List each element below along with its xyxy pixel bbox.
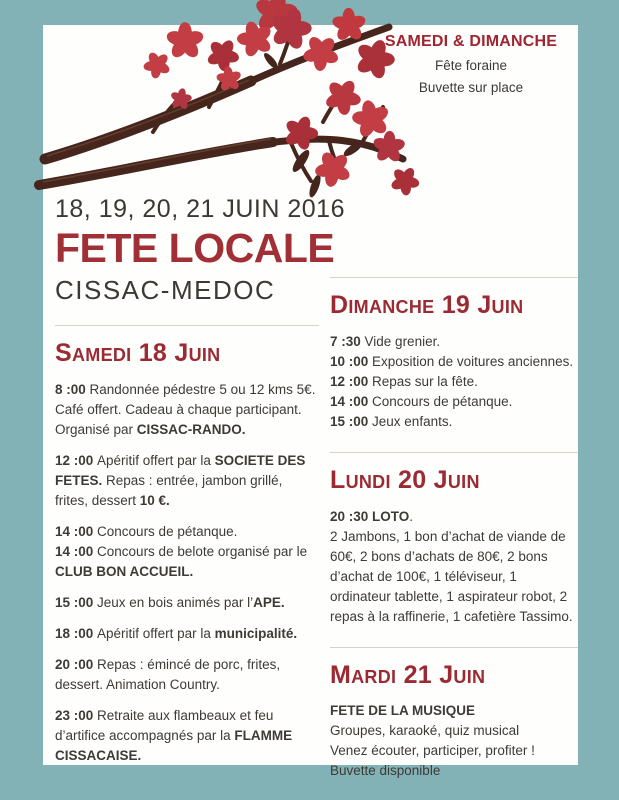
- masthead: [55, 195, 345, 306]
- section-divider: [330, 452, 578, 453]
- event-line: 12 :00 Repas sur la fête.: [330, 373, 478, 389]
- city-subtitle: CISSAC-MEDOC: [55, 275, 276, 306]
- page-title: FETE LOCALE: [55, 225, 335, 271]
- event-line: 23 :00 Retraite aux flambeaux et feu d’artifice accompagnés par la FLAMME CISSACAISE.: [55, 707, 293, 763]
- weekend-info-block: [365, 33, 577, 95]
- event-line: 20 :00 Repas : émincé de porc, frites, dessert. Animation Country.: [55, 656, 281, 692]
- schedule-column-left: [55, 325, 319, 766]
- event-line: 18 :00 Apéritif offert par la municipalité.: [55, 625, 298, 641]
- event-line: 7 :30 Vide grenier.: [330, 333, 441, 349]
- event-line: Groupes, karaoké, quiz musical: [330, 723, 520, 739]
- schedule-column-right: [330, 277, 578, 781]
- event-line: 14 :00 Concours de pétanque.: [330, 393, 513, 409]
- event-line: 2 Jambons, 1 bon d’achat de viande de 60€, 2 bons d’achats de 80€, 2 bons d’achat de 100€, 1 téléviseur, 1 ordinateur tablette, 1 aspirateur robot, 2 repas à la raffinerie, 1 cafetière Tassimo.: [330, 528, 573, 624]
- schedule-section: [330, 452, 578, 627]
- schedule-section: [330, 277, 578, 432]
- event-line: Buvette disponible: [330, 763, 441, 779]
- event-line: Venez écouter, participer, profiter !: [330, 743, 535, 759]
- section-divider: [330, 277, 578, 278]
- event-dates: 18, 19, 20, 21 JUIN 2016: [55, 195, 345, 223]
- event-line: 8 :00 Randonnée pédestre 5 ou 12 kms 5€. Café offert. Cadeau à chaque participant. Organisé par CISSAC-RANDO.: [55, 381, 316, 437]
- event-line: 14 :00 Concours de pétanque.: [55, 523, 238, 539]
- weekend-info-line-1: Fête foraine: [434, 58, 508, 73]
- event-line: 15 :00 Jeux enfants.: [330, 413, 453, 429]
- event-line: FETE DE LA MUSIQUE: [330, 703, 476, 719]
- schedule-section: [55, 325, 319, 766]
- section-heading: Samedi 18 Juin: [55, 339, 221, 367]
- section-divider: [55, 325, 319, 326]
- event-line: 12 :00 Apéritif offert par la SOCIETE DES FETES. Repas : entrée, jambon grillé, frites, dessert 10 €.: [55, 452, 306, 508]
- blossom-branch-illustration: [33, 1, 413, 206]
- weekend-info-line-2: Buvette sur place: [418, 80, 524, 95]
- section-heading: Dimanche 19 Juin: [330, 291, 524, 319]
- event-line: 14 :00 Concours de belote organisé par le CLUB BON ACCUEIL.: [55, 543, 308, 579]
- event-line: 10 :00 Exposition de voitures anciennes.: [330, 353, 574, 369]
- section-divider: [330, 647, 578, 648]
- event-line: 20 :30 LOTO.: [330, 508, 414, 524]
- weekend-info-title: SAMEDI & DIMANCHE: [384, 33, 558, 50]
- section-heading: Mardi 21 Juin: [330, 660, 486, 689]
- schedule-section: [330, 647, 578, 782]
- poster-page: [43, 25, 578, 779]
- section-heading: Lundi 20 Juin: [330, 465, 480, 494]
- event-line: 15 :00 Jeux en bois animés par l’APE.: [55, 594, 285, 610]
